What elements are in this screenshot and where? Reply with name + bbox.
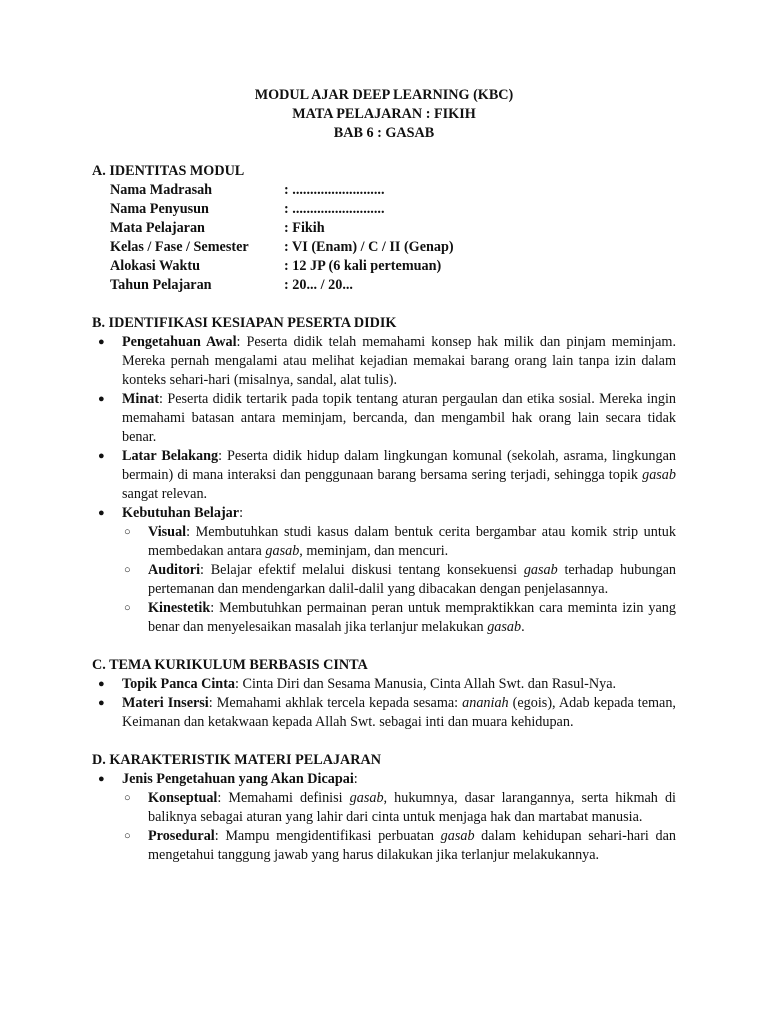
term: Auditori [148, 562, 201, 578]
section-a-heading: A. IDENTITAS MODUL [92, 163, 245, 179]
colon: : [353, 771, 358, 787]
term: Materi Insersi [122, 695, 209, 711]
material-list [92, 770, 676, 865]
identity-value: : VI (Enam) / C / II (Genap) [284, 239, 454, 255]
term: Minat [122, 391, 160, 407]
description: dalam kehidupan sehari-hari dan mengetahui tanggung jawab yang harus dilakukan jika terlanjur melakukannya. [148, 828, 676, 863]
list-item-jenis-pengetahuan [92, 770, 676, 789]
italic-term: gasab [349, 790, 384, 806]
description: (egois), Adab kepada teman, Keimanan dan ketakwaan kepada Allah Swt. sebagai inti dan muara kehidupan. [122, 695, 676, 730]
italic-term: gasab [265, 543, 300, 559]
identity-row [110, 181, 676, 200]
identity-value: : 20... / 20... [284, 277, 353, 293]
description: : Membutuhkan permainan peran untuk mempraktikkan cara meminta izin yang benar dan menyelesaikan masalah jika terlanjur melakukan [148, 600, 676, 635]
identity-value: : .......................... [284, 201, 385, 217]
identity-label: Mata Pelajaran [110, 220, 205, 236]
description: : Mampu mengidentifikasi perbuatan [214, 828, 441, 844]
list-item-kebutuhan-belajar [92, 504, 676, 523]
identity-label: Tahun Pelajaran [110, 277, 212, 293]
description: sangat relevan. [122, 486, 208, 502]
term: Latar Belakang [122, 448, 219, 464]
readiness-list [92, 333, 676, 637]
description: : Belajar efektif melalui diskusi tentang konsekuensi [200, 562, 524, 578]
term: Prosedural [148, 828, 215, 844]
description: , hukumnya, dasar larangannya, serta hikmah di baliknya sebagai aturan yang lahir dari cinta untuk menjaga hak dan martabat manusia. [148, 790, 676, 825]
term: Kebutuhan Belajar [122, 505, 240, 521]
sub-item-prosedural [92, 827, 676, 865]
description: : Peserta didik telah memahami konsep hak milik dan pinjam meminjam. Mereka pernah mengalami atau melihat kejadian memakai barang orang lain tanpa izin dalam konteks sehari-hari (misalnya, sandal, alat tulis). [122, 334, 676, 388]
sub-item-konseptual [92, 789, 676, 827]
identity-table [110, 181, 676, 295]
identity-row [110, 257, 676, 276]
list-item-topik-panca-cinta [92, 675, 676, 694]
term: Topik Panca Cinta [122, 676, 236, 692]
section-d-heading: D. KARAKTERISTIK MATERI PELAJARAN [92, 752, 382, 768]
list-item-latar-belakang [92, 447, 676, 504]
description: : Membutuhkan studi kasus dalam bentuk cerita bergambar atau komik strip untuk membedakan antara [148, 524, 676, 559]
title-line-2: MATA PELAJARAN : FIKIH [292, 106, 476, 122]
description: : Peserta didik tertarik pada topik tentang aturan pergaulan dan etika sosial. Mereka ingin memahami batasan antara meminjam, bercanda, dan mengambil hak orang lain secara tidak benar. [122, 391, 676, 445]
description: : Cinta Diri dan Sesama Manusia, Cinta Allah Swt. dan Rasul-Nya. [235, 676, 617, 692]
description: : Peserta didik hidup dalam lingkungan komunal (sekolah, asrama, lingkungan bermain) di mana interaksi dan penggunaan barang bersama sering terjadi, sehingga topik [122, 448, 676, 483]
curriculum-list [92, 675, 676, 732]
identity-label: Nama Madrasah [110, 182, 213, 198]
list-item-minat [92, 390, 676, 447]
italic-term: ananiah [462, 695, 509, 711]
section-b-heading: B. IDENTIFIKASI KESIAPAN PESERTA DIDIK [92, 315, 397, 331]
description: , meminjam, dan mencuri. [299, 543, 449, 559]
identity-value: : Fikih [284, 220, 325, 236]
description: . [521, 619, 525, 635]
list-item-materi-insersi [92, 694, 676, 732]
list-item-pengetahuan-awal [92, 333, 676, 390]
identity-value: : .......................... [284, 182, 385, 198]
sub-item-kinestetik [92, 599, 676, 637]
term: Visual [148, 524, 187, 540]
identity-row [110, 238, 676, 257]
document-title [92, 86, 676, 143]
term: Konseptual [148, 790, 218, 806]
term: Pengetahuan Awal [122, 334, 237, 350]
italic-term: gasab [487, 619, 522, 635]
description: : Memahami akhlak tercela kepada sesama: [208, 695, 463, 711]
italic-term: gasab [523, 562, 558, 578]
term: Jenis Pengetahuan yang Akan Dicapai [122, 771, 354, 787]
identity-row [110, 276, 676, 295]
term: Kinestetik [148, 600, 211, 616]
description: terhadap hubungan pertemanan dan mendengarkan dalil-dalil yang dibacakan dengan penjelasannya. [148, 562, 676, 597]
colon: : [239, 505, 244, 521]
italic-term: gasab [440, 828, 475, 844]
section-c-heading: C. TEMA KURIKULUM BERBASIS CINTA [92, 657, 368, 673]
title-line-1: MODUL AJAR DEEP LEARNING (KBC) [254, 87, 514, 103]
italic-term: gasab [642, 467, 676, 483]
identity-label: Kelas / Fase / Semester [110, 239, 249, 255]
identity-row [110, 219, 676, 238]
description: : Memahami definisi [217, 790, 350, 806]
identity-label: Alokasi Waktu [110, 258, 201, 274]
identity-row [110, 200, 676, 219]
sub-item-auditori [92, 561, 676, 599]
title-line-3: BAB 6 : GASAB [333, 125, 435, 141]
identity-label: Nama Penyusun [110, 201, 209, 217]
identity-value: : 12 JP (6 kali pertemuan) [284, 258, 442, 274]
sub-item-visual [92, 523, 676, 561]
